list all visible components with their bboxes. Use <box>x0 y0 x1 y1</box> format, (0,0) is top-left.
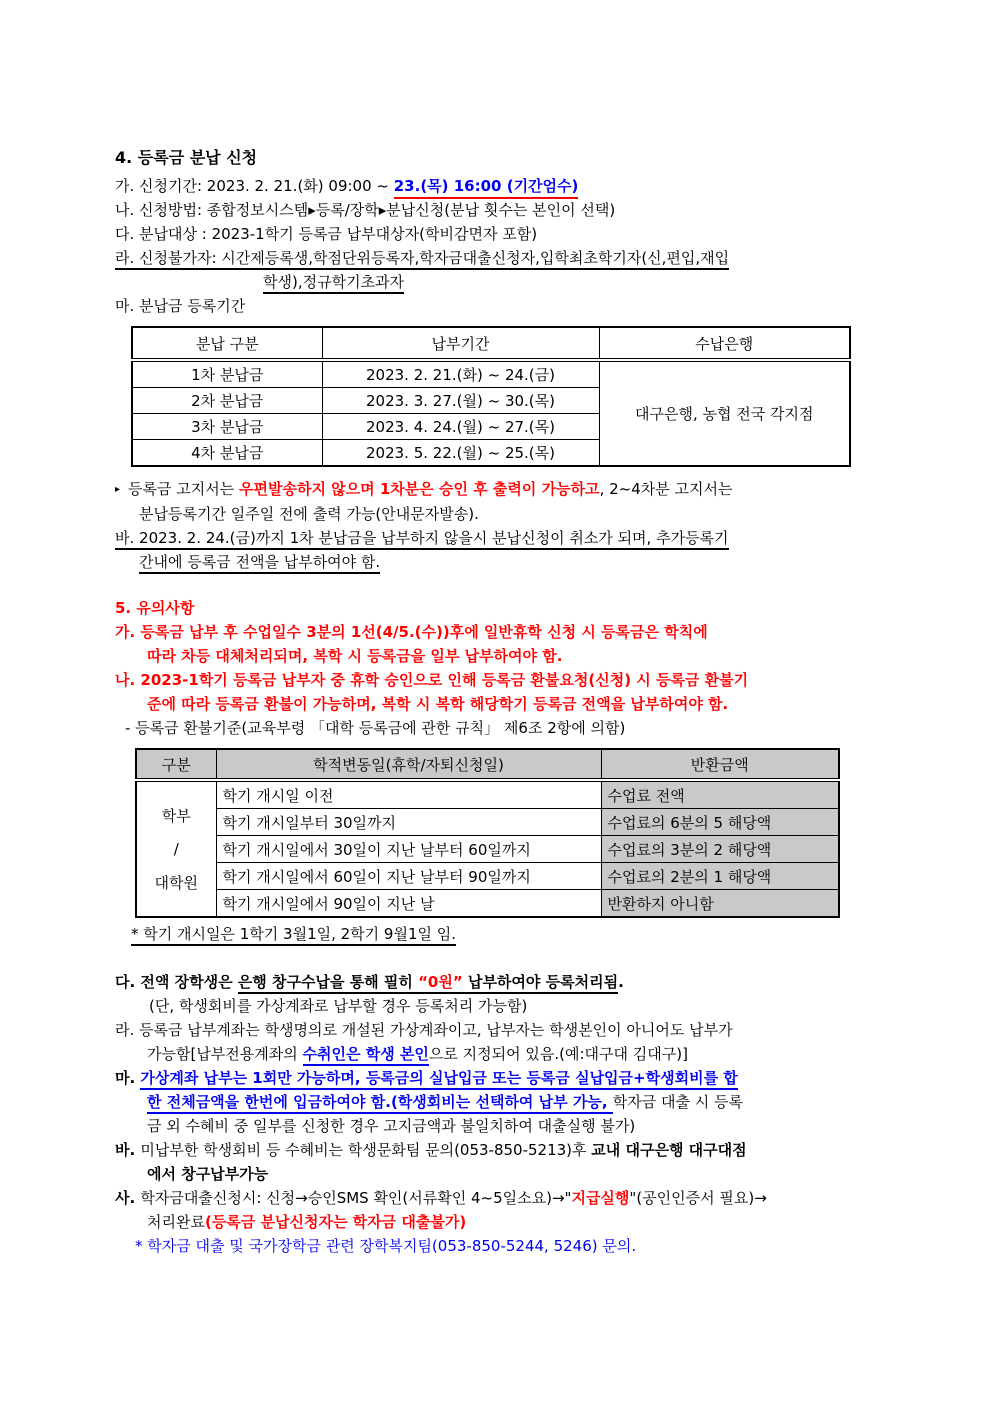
loan-execution-emphasis: 지급실행 <box>571 1189 630 1207</box>
table1-header-row <box>132 327 850 360</box>
item-refund-rule-line1: 나. 2023-1학기 등록금 납부자 중 휴학 승인으로 인해 등록금 환불요청(신청) 시 등록금 환불기 <box>115 671 749 689</box>
one-time-emphasis1: 가상계좌 납부는 1회만 가능하며, 등록금의 실납입금 또는 등록금 실납입금+학생회비를 합 <box>140 1069 737 1090</box>
item-unpaid-fees-line1 <box>115 1138 915 1162</box>
installment-schedule-table <box>131 326 851 467</box>
item-application-method: 나. 신청방법: 종합정보시스템▸등록/장학▸분납신청(분납 횟수는 본인이 선택) <box>115 201 616 219</box>
triangle-bullet-icon: ▸ <box>115 484 121 495</box>
student-loan-pre: 학자금대출신청시: 신청→승인SMS 확인(서류확인 4~5일소요)→" <box>140 1189 572 1207</box>
table1-header-division: 분납 구분 <box>132 327 322 360</box>
item-one-time-payment-line3: 금 외 수혜비 중 일부를 신청한 경우 고지금액과 불일치하여 대출실행 불가) <box>147 1117 636 1135</box>
section5-title: 5. 유의사항 <box>115 599 195 617</box>
item-installment-period-label: 마. 분납금 등록기간 <box>115 297 246 315</box>
full-scholarship-sub: (단, 학생회비를 가상계좌로 납부할 경우 등록처리 가능함) <box>149 997 528 1015</box>
table2-cell: 수업료 전액 <box>601 780 839 809</box>
unpaid-fees-mid: 미납부한 학생회비 등 수혜비는 학생문화팀 문의(053-850-5213)후 <box>140 1141 592 1159</box>
bill-notice-seg3: , 2~4차분 고지서는 <box>599 480 733 498</box>
section-spacer <box>115 574 915 596</box>
table2-group-inner <box>137 782 216 916</box>
item-leave-rule-line2: 따라 차등 대체처리되며, 복학 시 등록금을 일부 납부하여야 함. <box>147 647 563 665</box>
item-virtual-account-line2 <box>115 1042 915 1066</box>
section4-title: 4. 등록금 분납 신청 <box>115 148 258 167</box>
table1-cell: 2023. 2. 21.(화) ~ 24.(금) <box>322 360 599 388</box>
item-unpaid-fees-line2: 에서 창구납부가능 <box>147 1165 269 1183</box>
item-one-time-payment-line1 <box>115 1066 915 1090</box>
bill-notice-line2: 분납등록기간 일주일 전에 출력 가능(안내문자발송). <box>139 505 479 523</box>
table1-cell: 1차 분납금 <box>132 360 322 388</box>
table-row <box>136 863 839 890</box>
table-row <box>136 809 839 836</box>
table2-cell: 학기 개시일부터 30일까지 <box>216 809 601 836</box>
bill-notice-emphasis: 우편발송하지 않으며 1차분은 승인 후 출력이 가능하고 <box>239 480 600 498</box>
table-row <box>136 890 839 918</box>
item-virtual-account-line1: 라. 등록금 납부계좌는 학생명의로 개설된 가상계좌이고, 납부자는 학생본인이 아니어도 납부가 <box>115 1021 733 1039</box>
table2-header-refund-amount: 반환금액 <box>601 749 839 780</box>
table2-cell: 수업료의 2분의 1 해당액 <box>601 863 839 890</box>
full-scholarship-u2: 납부하여야 등록처리됨 <box>463 973 618 994</box>
application-deadline: 23.(목) 16:00 (기간엄수) <box>394 177 579 199</box>
document-page <box>115 146 915 1258</box>
full-scholarship-tail: . <box>618 973 624 991</box>
table-row <box>136 780 839 809</box>
table1-cell: 2차 분납금 <box>132 388 322 414</box>
table2-cell: 학기 개시일에서 30일이 지난 날부터 60일까지 <box>216 836 601 863</box>
semester-start-footnote <box>115 922 915 946</box>
cancel-warning-text1: 바. 2023. 2. 24.(금)까지 1차 분납금을 납부하지 않을시 분납신청이 취소가 되며, 추가등록기 <box>115 529 729 550</box>
table2-cell: 수업료의 6분의 5 해당액 <box>601 809 839 836</box>
section-spacer <box>115 946 915 970</box>
item-not-eligible-line2 <box>115 270 915 294</box>
scholarship-contact-note: * 학자금 대출 및 국가장학금 관련 장학복지팀(053-850-5244, 5246) 문의. <box>135 1237 637 1255</box>
item-leave-rule-line1: 가. 등록금 납부 후 수업일수 3분의 1선(4/5.(수))후에 일반휴학 신청 시 등록금은 학칙에 <box>115 623 708 641</box>
student-loan-label: 사. <box>115 1189 141 1207</box>
item-installment-target: 다. 분납대상 : 2023-1학기 등록금 납부대상자(학비감면자 포함) <box>115 225 538 243</box>
application-period-text: 가. 신청기간: 2023. 2. 21.(화) 09:00 ~ <box>115 177 394 195</box>
virtual-account-post: 으로 지정되어 있음.(예:대구대 김대구)] <box>428 1045 688 1063</box>
refund-standard-table <box>135 748 840 918</box>
table-row <box>136 836 839 863</box>
table1-header-period: 납부기간 <box>322 327 599 360</box>
bill-notice-line1 <box>115 477 915 502</box>
bill-notice-seg1: 등록금 고지서는 <box>128 480 239 498</box>
table1-cell: 2023. 3. 27.(월) ~ 30.(목) <box>322 388 599 414</box>
loan-restriction-emphasis: (등록금 분납신청자는 학자금 대출불가) <box>204 1213 467 1231</box>
item-refund-rule-line2: 준에 따라 등록금 환불이 가능하며, 복학 시 복학 해당학기 등록금 전액을 납부하여야 함. <box>147 695 729 713</box>
table1-cell: 2023. 4. 24.(월) ~ 27.(목) <box>322 414 599 440</box>
table1-cell: 4차 분납금 <box>132 440 322 467</box>
student-loan-post: "(공인인증서 필요)→ <box>629 1189 767 1207</box>
table2-cell: 학기 개시일 이전 <box>216 780 601 809</box>
full-scholarship-prefix: 다. 전액 장학생은 <box>115 973 238 991</box>
payee-emphasis: 수취인은 학생 본인 <box>303 1045 429 1066</box>
item-student-loan-line1 <box>115 1186 915 1210</box>
item-full-scholarship <box>115 970 915 994</box>
unpaid-fees-label: 바. <box>115 1141 141 1159</box>
table2-header-row <box>136 749 839 780</box>
semester-start-footnote-text: * 학기 개시일은 1학기 3월1일, 2학기 9월1일 임. <box>131 925 456 946</box>
table1-cell: 2023. 5. 22.(월) ~ 25.(목) <box>322 440 599 467</box>
item-cancel-warning-line2 <box>115 550 915 574</box>
table1-cell: 3차 분납금 <box>132 414 322 440</box>
not-eligible-text2: 학생),정규학기초과자 <box>263 273 404 294</box>
loan-complete-text: 처리완료 <box>147 1213 205 1231</box>
refund-standard-reference: - 등록금 환불기준(교육부령 「대학 등록금에 관한 규칙」 제6조 2항에 의함) <box>125 719 626 737</box>
table-row <box>132 360 850 388</box>
cancel-warning-text2: 간내에 등록금 전액을 납부하여야 함. <box>139 553 380 574</box>
table2-cell: 반환하지 아니함 <box>601 890 839 918</box>
not-eligible-text1: 라. 신청불가자: 시간제등록생,학점단위등록자,학자금대출신청자,입학최초학기자(신,편입,재입 <box>115 249 729 270</box>
table2-header-change-date: 학적변동일(휴학/자퇴신청일) <box>216 749 601 780</box>
item-cancel-warning-line1 <box>115 526 915 550</box>
full-scholarship-u1: 은행 창구수납을 통해 필히 <box>238 973 418 994</box>
group-line: 학부 <box>161 807 191 825</box>
one-time-label: 마. <box>115 1069 141 1087</box>
table2-header-division: 구분 <box>136 749 216 780</box>
table1-bank-cell: 대구은행, 농협 전국 각지점 <box>599 360 850 466</box>
table2-cell: 학기 개시일에서 90일이 지난 날 <box>216 890 601 918</box>
table2-group-cell <box>136 780 216 917</box>
item-student-loan-line2 <box>115 1210 915 1234</box>
one-time-post: 학자금 대출 시 등록 <box>612 1093 743 1111</box>
campus-bank-emphasis: 교내 대구은행 대구대점 <box>591 1141 747 1159</box>
item-application-period <box>115 174 915 198</box>
table2-cell: 학기 개시일에서 60일이 지난 날부터 90일까지 <box>216 863 601 890</box>
table2-cell: 수업료의 3분의 2 해당액 <box>601 836 839 863</box>
zero-won-emphasis: “0원” <box>418 973 463 994</box>
virtual-account-pre: 가능함[납부전용계좌의 <box>147 1045 303 1063</box>
one-time-emphasis2: 한 전체금액을 한번에 입금하여야 함.(학생회비는 선택하여 납부 가능, <box>147 1093 613 1114</box>
group-line: 대학원 <box>154 874 198 892</box>
table1-header-bank: 수납은행 <box>599 327 850 360</box>
item-not-eligible-line1 <box>115 246 915 270</box>
group-line: / <box>173 840 179 858</box>
item-one-time-payment-line2 <box>115 1090 915 1114</box>
